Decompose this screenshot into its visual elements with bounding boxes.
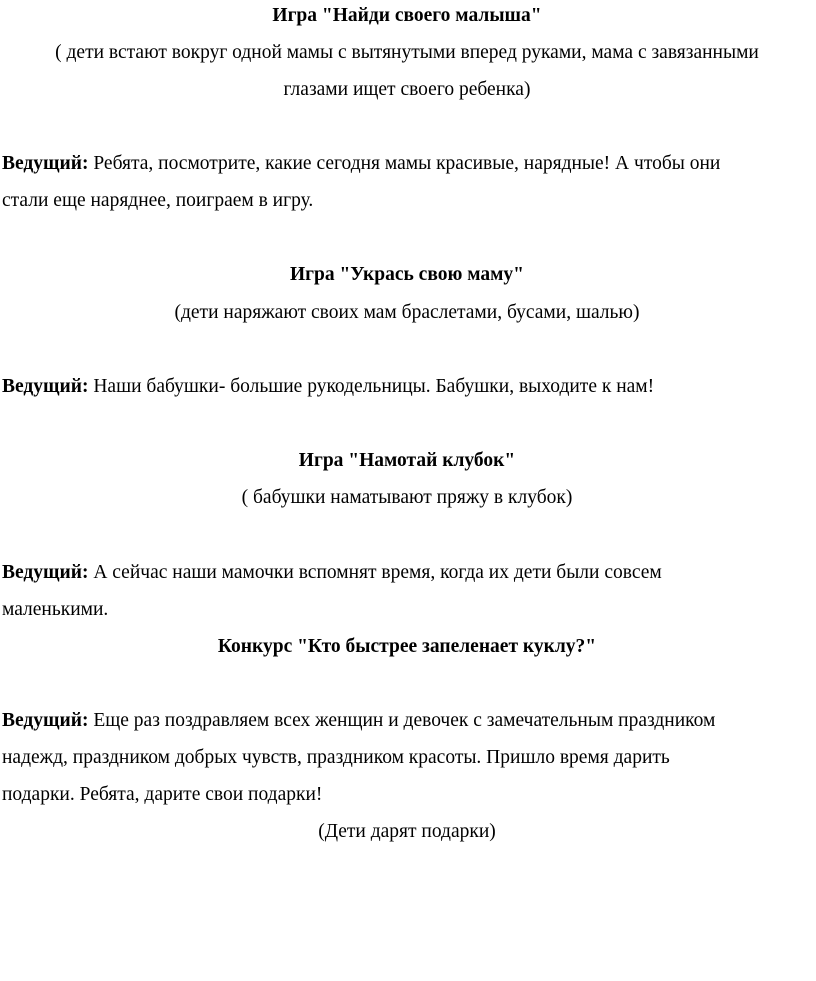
host4-text-line1: Еще раз поздравляем всех женщин и девочек с замечательным праздником: [88, 710, 716, 731]
host4-line3: подарки. Ребята, дарите свои подарки!: [2, 784, 323, 805]
game2-note: (дети наряжают своих мам браслетами, бусами, шалью): [174, 302, 640, 323]
host3-line2: маленькими.: [2, 599, 109, 620]
game1-title: Игра "Найди своего малыша": [272, 5, 542, 26]
game3-title: Игра "Намотай клубок": [298, 450, 516, 471]
host1-line2: стали еще наряднее, поиграем в игру.: [2, 190, 314, 211]
closing-note: (Дети дарят подарки): [318, 821, 496, 842]
game2-title: Игра "Укрась свою маму": [289, 264, 525, 285]
host2-text-line1: Наши бабушки- большие рукодельницы. Бабушки, выходите к нам!: [88, 376, 655, 397]
game1-note-line1: ( дети встают вокруг одной мамы с вытянутыми вперед руками, мама с завязанными: [55, 42, 759, 63]
host1-text-line1: Ребята, посмотрите, какие сегодня мамы красивые, нарядные! А чтобы они: [88, 153, 721, 174]
host-label: Ведущий:: [2, 710, 89, 731]
host3-line1: [2, 554, 812, 591]
host4-line2: надежд, праздником добрых чувств, праздником красоты. Пришло время дарить: [2, 747, 670, 768]
host2-line1: [2, 368, 812, 405]
host-label: Ведущий:: [2, 562, 89, 583]
game3-note: ( бабушки наматывают пряжу в клубок): [241, 487, 573, 508]
host1-line1: [2, 145, 812, 182]
host-label: Ведущий:: [2, 376, 89, 397]
host4-line1: [2, 702, 812, 739]
contest-title: Конкурс "Кто быстрее запеленает куклу?": [217, 636, 597, 657]
game1-note-line2: глазами ищет своего ребенка): [283, 79, 531, 100]
host-label: Ведущий:: [2, 153, 89, 174]
host3-text-line1: А сейчас наши мамочки вспомнят время, когда их дети были совсем: [88, 562, 662, 583]
